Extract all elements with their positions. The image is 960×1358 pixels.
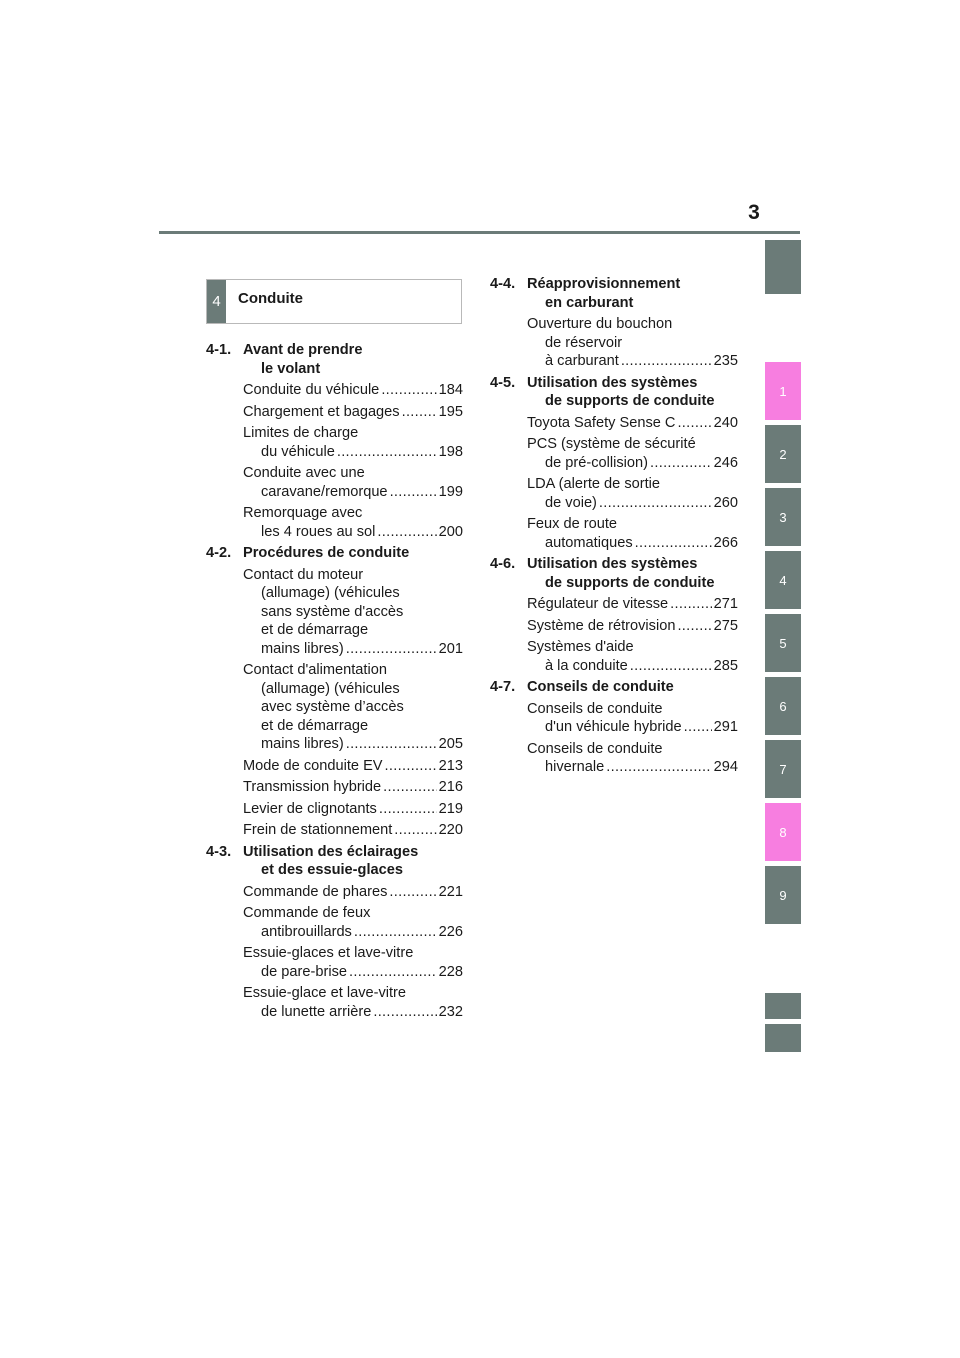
toc-group-title-line: en carburant: [545, 294, 634, 311]
toc-entry[interactable]: [527, 515, 738, 552]
toc-entry-leader-line: [243, 403, 463, 422]
toc-entry-line: PCS (système de sécurité: [527, 436, 696, 452]
toc-entry-line: et de démarrage: [261, 622, 369, 638]
toc-entry-text: Toyota Safety Sense C: [527, 414, 676, 431]
dot-leader: [606, 758, 711, 777]
toc-group-number: 4-7.: [490, 679, 516, 695]
toc-entry-leader-line: [243, 963, 463, 982]
toc-entry-leader-line: [527, 595, 738, 614]
chapter-tab-label: 8: [779, 824, 787, 840]
toc-entry[interactable]: [243, 424, 463, 461]
toc-entry-page[interactable]: 221: [438, 883, 463, 900]
dot-leader: [402, 403, 437, 422]
dot-leader: [383, 778, 436, 797]
toc-group-title: [527, 678, 738, 697]
toc-entry-leader-line: [527, 758, 738, 777]
chapter-tab-blank-0[interactable]: [765, 240, 801, 294]
toc-group-title: [527, 275, 738, 312]
toc-group: [490, 678, 738, 777]
toc-entry[interactable]: [243, 381, 463, 400]
toc-entry-leader-line: [527, 657, 738, 676]
toc-entry-line: de réservoir: [545, 334, 623, 351]
toc-entry-line: Essuie-glace et lave-vitre: [243, 985, 407, 1001]
toc-entry-page[interactable]: 216: [438, 779, 463, 795]
toc-entry-page[interactable]: 205: [438, 736, 463, 752]
toc-group-number: 4-6.: [490, 556, 516, 572]
chapter-tab-label: 6: [779, 698, 787, 714]
chapter-tab-label: 5: [779, 635, 787, 651]
toc-entry-page[interactable]: 260: [713, 494, 738, 511]
dot-leader: [621, 352, 712, 371]
toc-entry-line: sans système d'accès: [261, 603, 404, 620]
chapter-tab-5[interactable]: [765, 614, 801, 672]
toc-entry-line: (allumage) (véhicules: [261, 585, 400, 601]
toc-group: [206, 843, 463, 1022]
toc-entry-line: LDA (alerte de sortie: [527, 476, 661, 492]
toc-entry-text: Commande de phares: [243, 883, 388, 900]
dot-leader: [390, 483, 437, 502]
toc-entry-line: Essuie-glaces et lave-vitre: [243, 945, 414, 961]
toc-group: [490, 374, 738, 553]
toc-entry-leader-line: [243, 923, 463, 942]
dot-leader: [346, 640, 437, 659]
toc-entry-text: Régulateur de vitesse: [527, 596, 669, 612]
chapter-tab-8[interactable]: [765, 803, 801, 861]
toc-entry-line: et de démarrage: [261, 717, 369, 734]
chapter-tab-label: 3: [779, 509, 787, 525]
toc-group-number: 4-4.: [490, 276, 516, 292]
toc-entry-text: mains libres): [261, 736, 344, 752]
toc-group-heading[interactable]: [206, 843, 463, 880]
toc-group-title-line: Procédures de conduite: [243, 545, 410, 561]
toc-entry-line: Commande de feux: [243, 905, 371, 921]
toc-group-title-line: et des essuie-glaces: [261, 862, 403, 878]
toc-entry-page[interactable]: 240: [713, 414, 738, 431]
toc-group-number: 4-3.: [206, 843, 232, 860]
toc-entry-page[interactable]: 198: [438, 443, 463, 460]
chapter-tab-7[interactable]: [765, 740, 801, 798]
toc-entry[interactable]: [527, 435, 738, 472]
dot-leader: [379, 800, 437, 819]
toc-group-heading[interactable]: [490, 374, 738, 411]
toc-group-title: [527, 555, 738, 592]
toc-entry-line: Conseils de conduite: [527, 740, 663, 757]
toc-entry[interactable]: [243, 821, 463, 840]
toc-entry-text: Chargement et bagages: [243, 403, 400, 420]
toc-entry-line: Ouverture du bouchon: [527, 316, 673, 332]
toc-entry-text: de pare-brise: [261, 963, 347, 980]
toc-entry[interactable]: [243, 883, 463, 902]
section-header: [206, 279, 462, 324]
chapter-tab-1[interactable]: [765, 362, 801, 420]
toc-entry-leader-line: [243, 483, 463, 502]
toc-entry-text: du véhicule: [261, 443, 335, 460]
dot-leader: [394, 821, 436, 840]
chapter-tab-2[interactable]: [765, 425, 801, 483]
chapter-tab-4[interactable]: [765, 551, 801, 609]
toc-group-title: [527, 374, 738, 411]
toc-group: [490, 555, 738, 675]
toc-entry[interactable]: [527, 595, 738, 614]
toc-entry-text: de pré-collision): [545, 454, 649, 471]
toc-entry-page[interactable]: 235: [713, 353, 738, 369]
dot-leader: [337, 443, 437, 462]
dot-leader: [385, 757, 437, 776]
toc-entry-page[interactable]: 200: [438, 523, 463, 540]
dot-leader: [670, 595, 711, 614]
toc-entry[interactable]: [527, 700, 738, 737]
toc-entry-page[interactable]: 226: [438, 923, 463, 940]
toc-entry-leader-line: [243, 443, 463, 462]
toc-entry-leader-line: [527, 718, 738, 737]
chapter-tab-blank-11[interactable]: [765, 1024, 801, 1052]
toc-entry-leader-line: [243, 757, 463, 776]
toc-entry[interactable]: [243, 984, 463, 1021]
toc-column-right: [490, 275, 738, 780]
toc-entry-page[interactable]: 246: [713, 454, 738, 471]
toc-entry[interactable]: [527, 475, 738, 512]
toc-group-title: [243, 341, 463, 378]
toc-entry-page[interactable]: 232: [438, 1003, 463, 1020]
toc-entry[interactable]: [527, 638, 738, 675]
toc-group-heading[interactable]: [490, 678, 738, 697]
toc-entry-text: Levier de clignotants: [243, 800, 377, 817]
toc-group-title-line: le volant: [261, 360, 321, 377]
toc-entry-text: caravane/remorque: [261, 483, 388, 500]
toc-entry[interactable]: [243, 944, 463, 981]
toc-entry-page[interactable]: 195: [438, 403, 463, 420]
page-number: 3: [748, 201, 760, 224]
toc-group-title-line: de supports de conduite: [545, 393, 715, 409]
toc-entry-line: (allumage) (véhicules: [261, 680, 400, 697]
chapter-tab-6[interactable]: [765, 677, 801, 735]
toc-entry-text: hivernale: [545, 759, 605, 775]
toc-group-title-line: Utilisation des éclairages: [243, 843, 419, 860]
toc-group-title-line: Avant de prendre: [243, 342, 363, 358]
toc-entry-text: Frein de stationnement: [243, 822, 393, 838]
header-rule: [159, 231, 800, 234]
toc-group-number: 4-2.: [206, 545, 232, 561]
toc-entry-page[interactable]: 275: [713, 617, 738, 634]
toc-entry-text: les 4 roues au sol: [261, 523, 376, 540]
chapter-tab-blank-10[interactable]: [765, 993, 801, 1019]
toc-group-title: [243, 544, 463, 563]
toc-entry-leader-line: [527, 534, 738, 553]
toc-entry-text: de voie): [545, 494, 597, 511]
toc-entry-leader-line: [243, 1003, 463, 1022]
toc-entry-line: Conseils de conduite: [527, 700, 663, 717]
toc-entry-leader-line: [243, 381, 463, 400]
toc-entry-leader-line: [243, 800, 463, 819]
toc-group-title: [243, 843, 463, 880]
toc-entry-text: à la conduite: [545, 657, 628, 674]
toc-entry[interactable]: [527, 315, 738, 371]
toc-entry-text: d'un véhicule hybride: [545, 719, 682, 735]
dot-leader: [677, 414, 711, 433]
toc-group: [206, 544, 463, 840]
toc-entry-line: Systèmes d'aide: [527, 639, 634, 655]
chapter-tab-label: 7: [779, 761, 787, 777]
dot-leader: [349, 963, 437, 982]
toc-entry-line: Contact d'alimentation: [243, 662, 387, 678]
dot-leader: [630, 657, 712, 676]
toc-entry-page[interactable]: 291: [713, 719, 738, 735]
toc-group-number: 4-5.: [490, 374, 516, 391]
dot-leader: [599, 494, 712, 513]
toc-group-heading[interactable]: [490, 275, 738, 312]
toc-entry-line: Feux de route: [527, 516, 618, 532]
dot-leader: [377, 523, 436, 542]
toc-entry-line: Remorquage avec: [243, 505, 363, 521]
toc-entry-text: à carburant: [545, 353, 619, 369]
toc-group-title-line: Réapprovisionnement: [527, 276, 681, 292]
toc-group-heading[interactable]: [206, 544, 463, 563]
toc-entry-leader-line: [243, 883, 463, 902]
toc-group-title-line: Utilisation des systèmes: [527, 556, 698, 572]
toc-entry-line: Limites de charge: [243, 425, 359, 441]
toc-entry-line: Conduite avec une: [243, 465, 365, 481]
toc-entry-page[interactable]: 219: [438, 800, 463, 817]
toc-entry-page[interactable]: 220: [438, 822, 463, 838]
toc-entry[interactable]: [243, 504, 463, 541]
toc-entry[interactable]: [243, 757, 463, 776]
dot-leader: [684, 718, 712, 737]
chapter-tab-9[interactable]: [765, 866, 801, 924]
toc-entry-text: mains libres): [261, 640, 344, 657]
toc-group: [490, 275, 738, 371]
dot-leader: [373, 1003, 436, 1022]
toc-group-title-line: Utilisation des systèmes: [527, 374, 698, 391]
toc-column-left: [206, 341, 463, 1024]
toc-entry[interactable]: [527, 740, 738, 777]
toc-entry[interactable]: [243, 904, 463, 941]
toc-entry-page[interactable]: 213: [438, 757, 463, 774]
dot-leader: [381, 381, 436, 400]
toc-group-number: 4-1.: [206, 342, 232, 358]
toc-entry[interactable]: [243, 800, 463, 819]
dot-leader: [389, 883, 436, 902]
toc-entry-leader-line: [243, 821, 463, 840]
toc-entry-text: Mode de conduite EV: [243, 757, 383, 774]
dot-leader: [635, 534, 712, 553]
toc-entry-leader-line: [527, 494, 738, 513]
chapter-tab-label: 4: [779, 572, 787, 588]
toc-entry-leader-line: [527, 414, 738, 433]
chapter-tab-3[interactable]: [765, 488, 801, 546]
section-number: 4: [207, 280, 226, 323]
section-title: Conduite: [238, 290, 303, 307]
chapter-tab-label: 9: [779, 887, 787, 903]
dot-leader: [346, 735, 437, 754]
toc-entry-page[interactable]: 294: [713, 759, 738, 775]
chapter-tab-label: 2: [779, 446, 787, 462]
toc-entry[interactable]: [243, 464, 463, 501]
toc-group-title-line: Conseils de conduite: [527, 679, 674, 695]
toc-entry[interactable]: [243, 661, 463, 754]
toc-entry[interactable]: [243, 566, 463, 659]
toc-entry-page[interactable]: 285: [713, 657, 738, 674]
toc-entry-text: automatiques: [545, 534, 633, 551]
toc-entry-page[interactable]: 228: [438, 963, 463, 980]
toc-entry-leader-line: [527, 617, 738, 636]
toc-entry-page[interactable]: 184: [438, 382, 463, 398]
toc-entry-leader-line: [243, 640, 463, 659]
dot-leader: [650, 454, 712, 473]
toc-entry-leader-line: [527, 454, 738, 473]
toc-entry-text: Système de rétrovision: [527, 617, 676, 634]
toc-entry-leader-line: [243, 735, 463, 754]
dot-leader: [354, 923, 437, 942]
toc-entry-leader-line: [243, 778, 463, 797]
toc-entry[interactable]: [527, 414, 738, 433]
toc-group-heading[interactable]: [206, 341, 463, 378]
toc-entry-page[interactable]: 201: [438, 640, 463, 657]
toc-entry-page[interactable]: 271: [713, 596, 738, 612]
toc-entry[interactable]: [527, 617, 738, 636]
dot-leader: [677, 617, 711, 636]
chapter-tab-label: 1: [779, 383, 787, 399]
toc-entry-text: Conduite du véhicule: [243, 382, 380, 398]
toc-entry-page[interactable]: 266: [713, 534, 738, 551]
toc-entry-text: antibrouillards: [261, 923, 352, 940]
toc-entry[interactable]: [243, 403, 463, 422]
toc-entry-page[interactable]: 199: [438, 483, 463, 500]
toc-group-title-line: de supports de conduite: [545, 574, 715, 591]
toc-entry[interactable]: [243, 778, 463, 797]
toc-entry-text: Transmission hybride: [243, 779, 382, 795]
toc-entry-text: de lunette arrière: [261, 1003, 372, 1020]
toc-entry-line: avec système d’accès: [261, 699, 404, 715]
toc-entry-leader-line: [527, 352, 738, 371]
toc-entry-leader-line: [243, 523, 463, 542]
toc-entry-line: Contact du moteur: [243, 566, 364, 583]
toc-group: [206, 341, 463, 541]
toc-group-heading[interactable]: [490, 555, 738, 592]
